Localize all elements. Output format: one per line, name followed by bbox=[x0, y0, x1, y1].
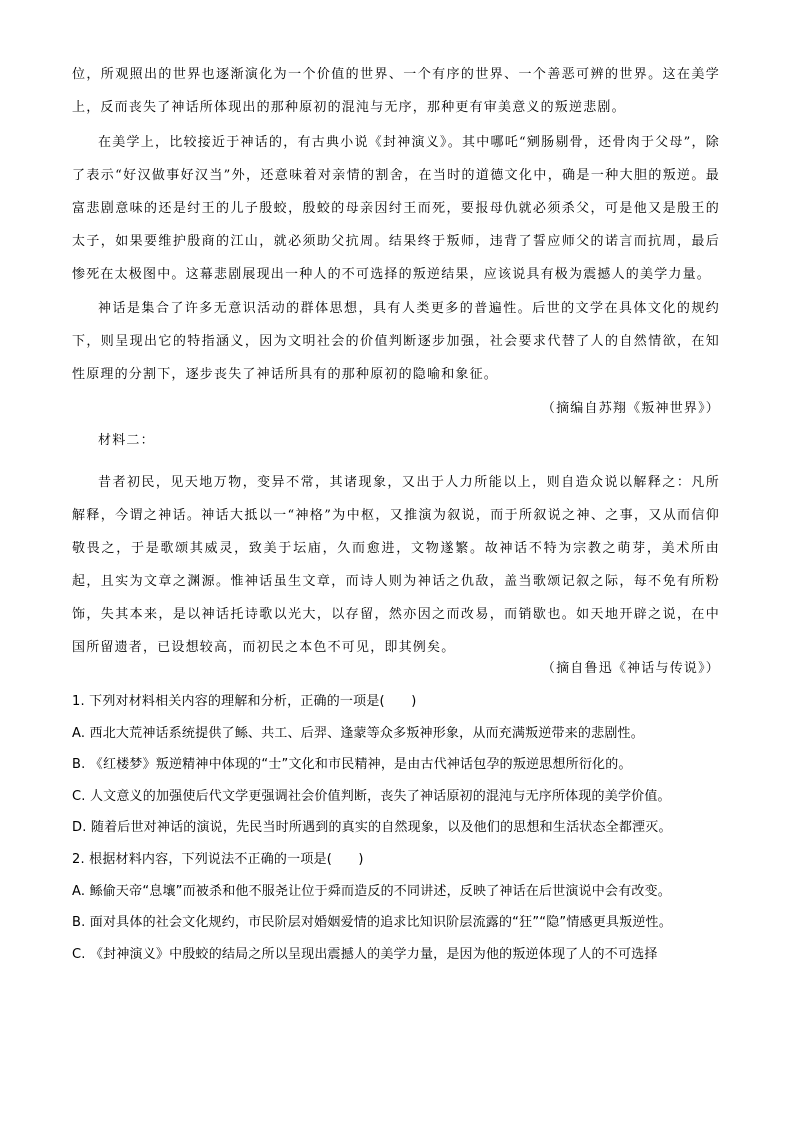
passage-1-paragraph-3 bbox=[72, 292, 720, 391]
question-stem: 2. 根据材料内容，下列说法不正确的一项是( ) bbox=[72, 852, 364, 867]
option-b: B. 面对具体的社会文化规约，市民阶层对婚姻爱情的追求比知识阶层流露的“狂”“隐”情感更具叛逆性。 bbox=[72, 915, 672, 930]
passage-1-paragraph-continued bbox=[72, 58, 720, 124]
passage-2-body bbox=[72, 466, 720, 664]
option-a: A. 西北大荒神话系统提供了鲧、共工、后羿、逢蒙等众多叛神形象，从而充满叛逆带来的悲剧性。 bbox=[72, 725, 644, 741]
question-2 bbox=[72, 844, 720, 970]
source-citation: （摘编自苏翔《叛神世界》） bbox=[541, 401, 720, 416]
paragraph-text: 昔者初民，见天地万物，变异不常，其诸现象，又出于人力所能以上，则自造众说以解释之：凡所解释，今谓之神话。神话大抵以一“神格”为中枢，又推演为叙说，而于所叙说之神、之事，又从而信仰敬畏之，于是歌颂其威灵，致美于坛庙，久而愈进，文物遂繁。故神话不特为宗教之萌芽，美术所由起，且实为文章之渊源。惟神话虽生文章，而诗人则为神话之仇敌，盖当歌颂记叙之际，每不免有所粉饰，失其本来，是以神话托诗歌以光大，以存留，然亦因之而改易，而销歇也。如天地开辟之说，在中国所留遗者，已设想较高，而初民之本色不可见，即其例矣。 bbox=[72, 475, 720, 655]
paragraph-text: 神话是集合了许多无意识活动的群体思想，具有人类更多的普遍性。后世的文学在具体文化的规约下，则呈现出它的特指涵义，因为文明社会的价值判断逐步加强，社会要求代替了人的自然情欲，在知性原理的分割下，逐步丧失了神话所具有的那种原初的隐喻和象征。 bbox=[72, 301, 720, 382]
option-c: C. 《封神演义》中殷蛟的结局之所以呈现出震撼人的美学力量，是因为他的叛逆体现了人的不可选择 bbox=[72, 946, 658, 962]
passage-1-source bbox=[72, 392, 720, 425]
passage-1-paragraph-2 bbox=[72, 126, 720, 291]
option-b: B. 《红楼梦》叛逆精神中体现的“士”文化和市民精神，是由古代神话包孕的叛逆思想所衍化的。 bbox=[72, 757, 632, 772]
question-1 bbox=[72, 686, 720, 844]
passage-2-source bbox=[72, 652, 720, 685]
question-stem: 1. 下列对材料相关内容的理解和分析，正确的一项是( ) bbox=[72, 694, 417, 709]
paragraph-text: 在美学上，比较接近于神话的，有古典小说《封神演义》。其中哪吒“剜肠剔骨，还骨肉于父母”，除了表示“好汉做事好汉当”外，还意味着对亲情的割舍，在当时的道德文化中，确是一种大胆的叛逆。最富悲剧意味的还是纣王的儿子殷蛟，殷蛟的母亲因纣王而死，要报母仇就必须杀父，可是他又是殷王的太子，如果要维护殷商的江山，就必须助父抗周。结果终于叛师，违背了誓应师父的诺言而抗周，最后惨死在太极图中。这幕悲剧展现出一种人的不可选择的叛逆结果，应该说具有极为震撼人的美学力量。 bbox=[72, 135, 720, 282]
source-citation: （摘自鲁迅《神话与传说》） bbox=[541, 661, 720, 676]
option-d: D. 随着后世对神话的演说，先民当时所遇到的真实的自然现象，以及他们的思想和生活状态全都湮灭。 bbox=[72, 820, 672, 835]
option-c: C. 人文意义的加强使后代文学更强调社会价值判断，丧失了神话原初的混沌与无序所体现的美学价值。 bbox=[72, 788, 671, 804]
passage-2-heading bbox=[72, 424, 720, 457]
option-a: A. 鲧偷天帝“息壤”而被杀和他不服尧让位于舜而造反的不同讲述，反映了神话在后世演说中会有改变。 bbox=[72, 883, 671, 899]
paragraph-text: 位，所观照出的世界也逐渐演化为一个价值的世界、一个有序的世界、一个善恶可辨的世界。这在美学上，反而丧失了神话所体现出的那种原初的混沌与无序，那种更有审美意义的叛逆悲剧。 bbox=[72, 67, 720, 115]
section-heading: 材料二： bbox=[98, 433, 155, 448]
